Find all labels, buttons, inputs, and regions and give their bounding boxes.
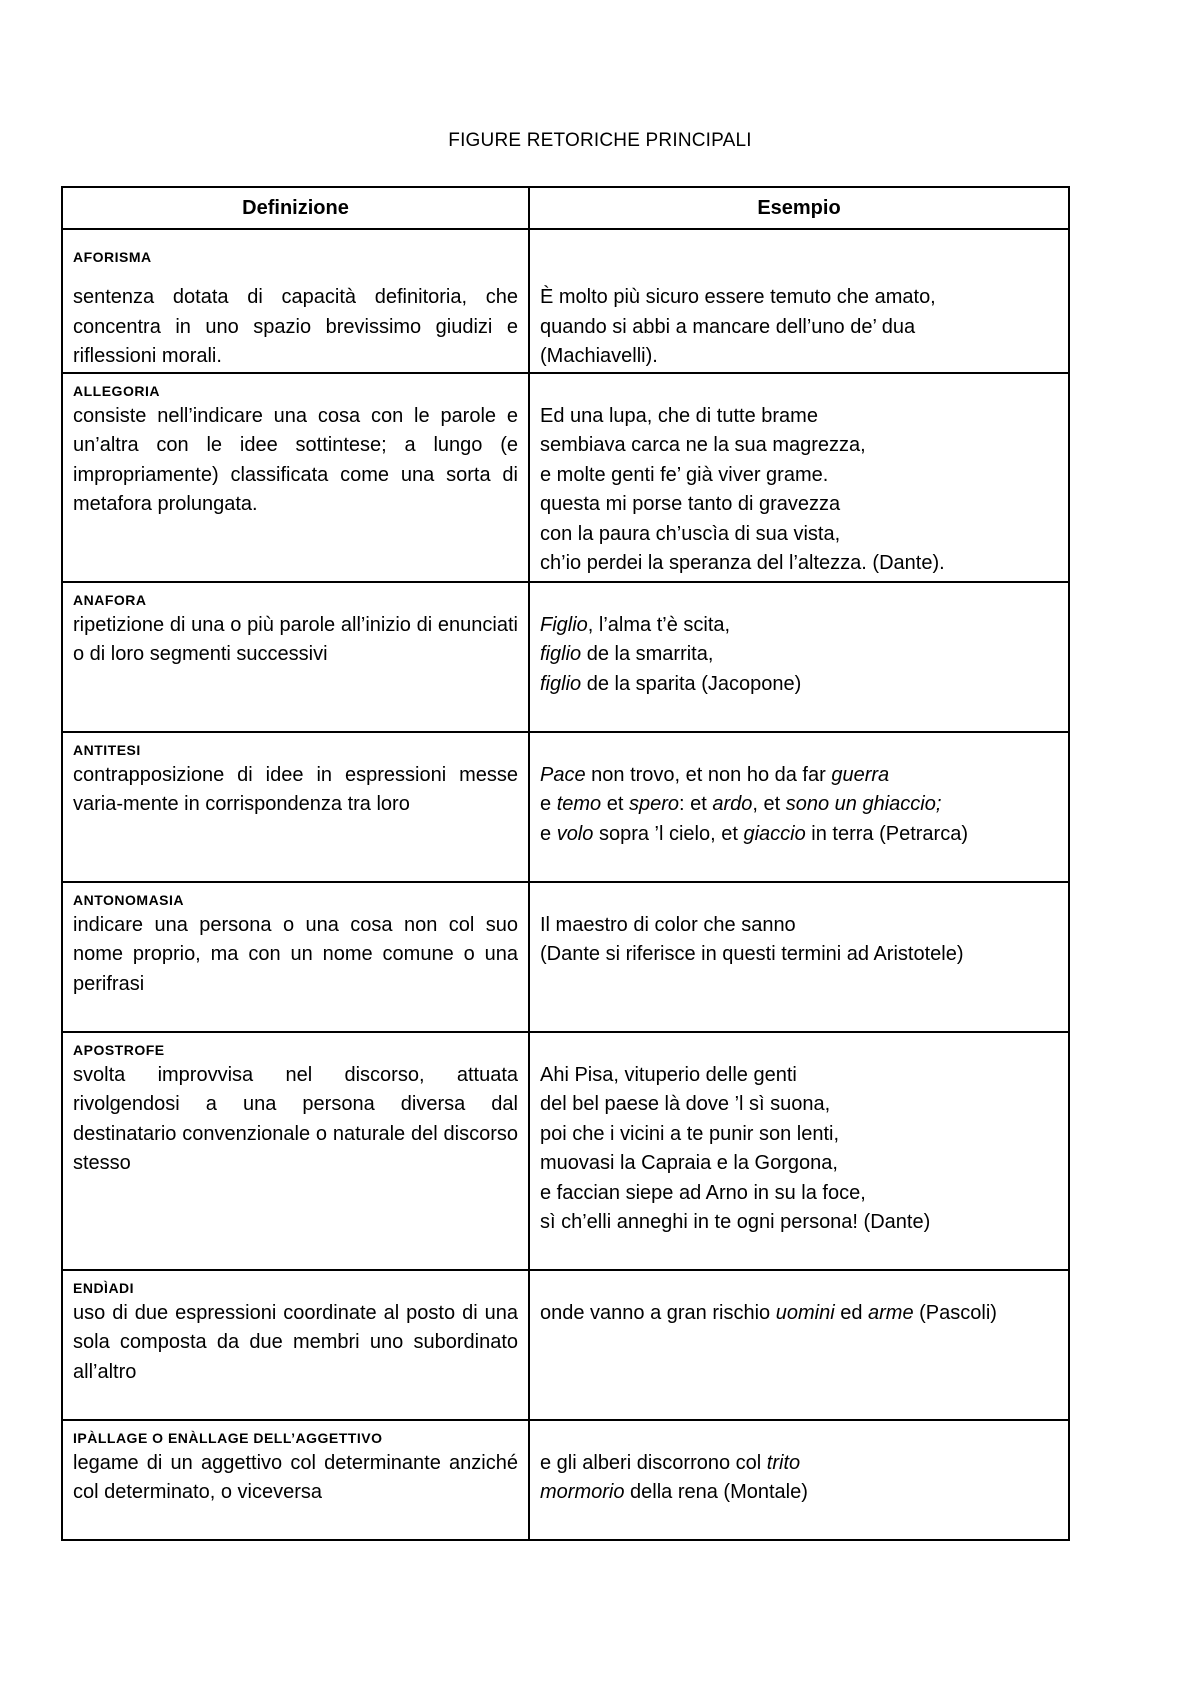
example-segment: e gli alberi discorrono col	[540, 1451, 767, 1474]
example-segment: e	[540, 793, 557, 815]
example-segment: e	[540, 822, 557, 845]
example-segment: quando si abbi a mancare dell’uno de’ dua	[540, 315, 916, 338]
example-segment: e faccian siepe ad Arno in su la foce,	[540, 1181, 866, 1204]
table-row	[62, 1032, 1069, 1270]
table-header-row	[62, 187, 1069, 229]
example-text	[540, 1449, 1058, 1508]
definition-text: consiste nell’indicare una cosa con le parole e un’altra con le idee sottintese; a lungo (e impropriamente) classificata come una sorta di metafora prolungata.	[73, 404, 518, 515]
table-row	[62, 582, 1069, 732]
definition-text: legame di un aggettivo col determinante anziché col determinato, o viceversa	[73, 1451, 518, 1503]
example-italic-segment: giaccio	[743, 822, 806, 845]
example-segment: , et	[752, 793, 786, 815]
term-label: AFORISMA	[73, 249, 152, 265]
example-line	[540, 940, 1058, 970]
table-row	[62, 882, 1069, 1032]
example-line	[540, 1208, 1058, 1238]
example-segment: (Dante si riferisce in questi termini ad Aristotele)	[540, 943, 964, 965]
example-line	[540, 820, 1058, 850]
example-line	[540, 283, 1058, 313]
example-line	[540, 1449, 1058, 1479]
example-cell	[529, 1032, 1069, 1270]
example-line	[540, 640, 1058, 670]
table-row	[62, 229, 1069, 373]
example-segment: Ahi Pisa, vituperio delle genti	[540, 1063, 797, 1086]
example-text	[540, 283, 1058, 372]
example-text	[540, 1299, 1058, 1329]
table-row	[62, 1270, 1069, 1420]
example-line	[540, 1478, 1058, 1508]
page-title: FIGURE RETORICHE PRINCIPALI	[448, 130, 752, 151]
example-segment: e molte genti fe’ già viver grame.	[540, 463, 829, 486]
definition-text: ripetizione di una o più parole all’inizio di enunciati o di loro segmenti successivi	[73, 613, 518, 665]
example-line	[540, 549, 1058, 579]
example-line	[540, 1179, 1058, 1209]
example-line	[540, 1120, 1058, 1150]
definition-cell	[62, 373, 529, 582]
example-line	[540, 611, 1058, 641]
definition-text: indicare una persona o una cosa non col suo nome proprio, ma con un nome comune o una perifrasi	[73, 913, 518, 995]
example-segment: sopra ’l cielo, et	[593, 822, 744, 845]
example-segment: sì ch’elli anneghi in te ogni persona! (Dante)	[540, 1211, 931, 1233]
example-line	[540, 1090, 1058, 1120]
example-italic-segment: temo	[556, 793, 602, 815]
example-segment: del bel paese là dove ’l sì suona,	[540, 1093, 831, 1115]
example-italic-segment: Figlio	[540, 613, 588, 636]
example-line	[540, 490, 1058, 520]
example-text	[540, 402, 1058, 579]
example-italic-segment: mormorio	[540, 1481, 625, 1503]
example-line	[540, 342, 1058, 372]
example-text	[540, 1061, 1058, 1238]
definition-cell	[62, 732, 529, 882]
example-italic-segment: ardo	[712, 793, 753, 815]
term-label: ALLEGORIA	[73, 382, 160, 399]
example-segment: onde vanno a gran rischio	[540, 1301, 776, 1324]
example-segment: poi che i vicini a te punir son lenti,	[540, 1122, 840, 1145]
example-segment: in terra (Petrarca)	[805, 822, 968, 845]
example-line	[540, 790, 1058, 820]
definition-cell	[62, 1270, 529, 1420]
example-segment: non trovo, et non ho da far	[585, 763, 832, 786]
example-line	[540, 1061, 1058, 1091]
example-italic-segment: arme	[868, 1301, 914, 1324]
example-line	[540, 911, 1058, 941]
example-cell	[529, 582, 1069, 732]
term-label: ANAFORA	[73, 591, 147, 608]
example-segment: (Pascoli)	[913, 1301, 997, 1324]
example-segment: Il maestro di color che sanno	[540, 913, 796, 936]
definition-cell	[62, 1420, 529, 1540]
example-segment: con la paura ch’uscìa di sua vista,	[540, 522, 841, 545]
example-segment: ed	[834, 1301, 868, 1324]
example-line	[540, 313, 1058, 343]
table-row	[62, 732, 1069, 882]
example-cell	[529, 373, 1069, 582]
term-label: ANTITESI	[73, 741, 141, 758]
example-italic-segment: uomini	[775, 1301, 835, 1324]
definition-text: svolta improvvisa nel discorso, attuata rivolgendosi a una persona diversa dal destinatario convenzionale o naturale del discorso stesso	[73, 1063, 518, 1174]
example-segment: muovasi la Capraia e la Gorgona,	[540, 1152, 838, 1174]
example-segment: È molto più sicuro essere temuto che amato,	[540, 286, 936, 308]
example-line	[540, 1149, 1058, 1179]
example-cell	[529, 1270, 1069, 1420]
example-text	[540, 761, 1058, 850]
example-italic-segment: figlio	[540, 643, 582, 665]
example-line	[540, 1299, 1058, 1329]
example-segment: della rena (Montale)	[624, 1481, 808, 1503]
example-cell	[529, 229, 1069, 373]
example-italic-segment: trito	[766, 1451, 801, 1474]
example-cell	[529, 882, 1069, 1032]
figures-table	[61, 186, 1070, 1541]
example-text	[540, 611, 1058, 700]
example-italic-segment: guerra	[831, 763, 890, 786]
example-line	[540, 431, 1058, 461]
term-label: ANTONOMASIA	[73, 891, 185, 908]
example-segment: ch’io perdei la speranza del l’altezza. (Dante).	[540, 552, 945, 574]
example-segment: (Machiavelli).	[540, 345, 658, 367]
definition-text: uso di due espressioni coordinate al posto di una sola composta da due membri uno subordinato all’altro	[73, 1301, 518, 1383]
example-cell	[529, 732, 1069, 882]
definition-text: contrapposizione di idee in espressioni messe varia-mente in corrispondenza tra loro	[73, 763, 518, 815]
definition-cell	[62, 1032, 529, 1270]
example-segment: , l’alma t’è scita,	[587, 613, 731, 636]
example-italic-segment: figlio	[540, 672, 582, 695]
definition-cell	[62, 582, 529, 732]
table-row	[62, 373, 1069, 582]
example-segment: de la smarrita,	[581, 643, 714, 665]
example-line	[540, 520, 1058, 550]
example-text	[540, 911, 1058, 970]
example-italic-segment: volo	[556, 822, 594, 845]
example-cell	[529, 1420, 1069, 1540]
example-segment: : et	[678, 793, 713, 815]
term-label: APOSTROFE	[73, 1041, 165, 1058]
header-esempio: Esempio	[529, 187, 1069, 229]
definition-cell	[62, 882, 529, 1032]
example-italic-segment: sono un ghiaccio;	[785, 793, 942, 815]
example-segment: de la sparita (Jacopone)	[581, 672, 802, 695]
header-definizione: Definizione	[62, 187, 529, 229]
table-row	[62, 1420, 1069, 1540]
definition-cell	[62, 229, 529, 373]
example-segment: Ed una lupa, che di tutte brame	[540, 404, 818, 427]
term-label: ENDÌADI	[73, 1279, 135, 1296]
example-segment: sembiava carca ne la sua magrezza,	[540, 434, 866, 456]
example-line	[540, 670, 1058, 700]
example-line	[540, 461, 1058, 491]
example-line	[540, 402, 1058, 432]
example-segment: questa mi porse tanto di gravezza	[540, 493, 841, 515]
example-segment: et	[601, 793, 629, 815]
example-italic-segment: spero	[628, 793, 679, 815]
example-italic-segment: Pace	[540, 763, 586, 786]
definition-text: sentenza dotata di capacità definitoria, che concentra in uno spazio brevissimo giudizi e riflessioni morali.	[73, 286, 518, 367]
term-label: IPÀLLAGE O ENÀLLAGE DELL’AGGETTIVO	[73, 1429, 383, 1446]
example-line	[540, 761, 1058, 791]
